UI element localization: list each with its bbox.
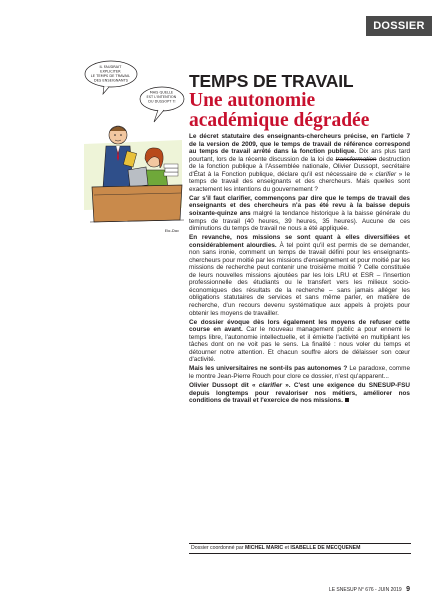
paragraph-2: Car s'il faut clarifier, commençons par dire que le temps de travail des enseignants et des chercheurs n'a pas été revu à la baisse depuis soixante-quinze ans malgré la tendance historique à la baisse générale du temps de travail (40 heures, 39 heures, 35 heures). Aucune de ces diminutions du temps de travail ne nous a été appliquée. [189,194,410,233]
credit-joiner: et [284,545,289,551]
page-number: 9 [406,586,410,593]
paragraph-4: Ce dossier évoque dès lors également les moyens de refuser cette course en avant. Car le nouveau management public a pour ennemi le temps libre, l'autonomie intellectuelle, et il émiette l'activité en multipliant les tâches dont on ne voit pas le sens. La finalité : nous voler du temps et détourner notre attention. Et chacun souffre alors de délaisser son cœur d'activité. [189,318,410,364]
paragraph-3: En revanche, nos missions se sont quant à elles diversifiées et considérablement alourdies. À tel point qu'il est permis de se demander, non sans ironie, comment un temps de travail défini pour les enseignants-chercheurs pour moitié par les missions d'enseignement et pour moitié par les missions de recherche peut contenir une troisième moitié ? Celle constituée de leurs nouvelles missions ajoutées par les lois LRU et ESR – l'insertion professionnelle des étudiants ou le transfert vers les milieux socio-économiques des résultats de la recherche – sans jamais alléger les obligations statutaires de services et sans même parler, en matière de recherche, d'un recours devenu systématique aux appels à projets pour obtenir les moyens de travailler. [189,234,410,317]
paragraph-1: Le décret statutaire des enseignants-chercheurs précise, en l'article 7 de la version de 2009, que le temps de travail de référence correspond au temps de travail arrêté dans la fonction publique. Dix ans plus tard pourtant, lors de la récente discussion de la loi de transformation destruction de la fonction publique à l'Assemblée nationale, Olivier Dussopt, secrétaire d'État à la Fonction publique, déclare qu'il est nécessaire de « clarifier » le temps de travail des enseignants et des chercheurs. Mais quelles sont exactement les intentions du gouvernement ? [189,133,411,193]
section-tab: DOSSIER [366,16,432,36]
article-subtitle: Une autonomie académique dégradée [189,90,370,131]
credit-name-1: MICHEL MARIC [244,545,284,551]
end-of-article-mark [345,398,349,402]
publication-info: LE SNESUP N° 676 - JUIN 2019 [328,587,402,593]
paragraph-5: Mais les universitaires ne sont-ils pas autonomes ? Le paradoxe, comme le montre Jean-Pierre Rouch pour clore ce dossier, n'est qu'apparent... [189,365,410,380]
dossier-credit [189,543,411,554]
credit-name-2: ISABELLE DE MECQUENEM [290,545,361,551]
bubble-left-text: IL FAUDRAIT EXPLICITER LE TEMPS DE TRAVAIL DES ENSEIGNANTS [90,65,131,83]
bubble-right-text: MAIS QUELLE EST L'INTENTION DU DUSSOPT ?! [146,90,177,104]
page-footer [329,586,410,593]
article-title: TEMPS DE TRAVAIL [189,71,354,91]
article-body [189,133,410,406]
paragraph-6: Olivier Dussopt dit « clarifier ». C'est une exigence du SNESUP-FSU depuis longtemps pour revaloriser nos métiers, améliorer nos conditions de travail et l'exercice de nos missions. [189,382,410,405]
cartoon-signature: Elo-Doc [164,228,180,233]
cartoon-illustration [80,60,186,243]
credit-prefix: Dossier coordonné par [191,545,244,551]
